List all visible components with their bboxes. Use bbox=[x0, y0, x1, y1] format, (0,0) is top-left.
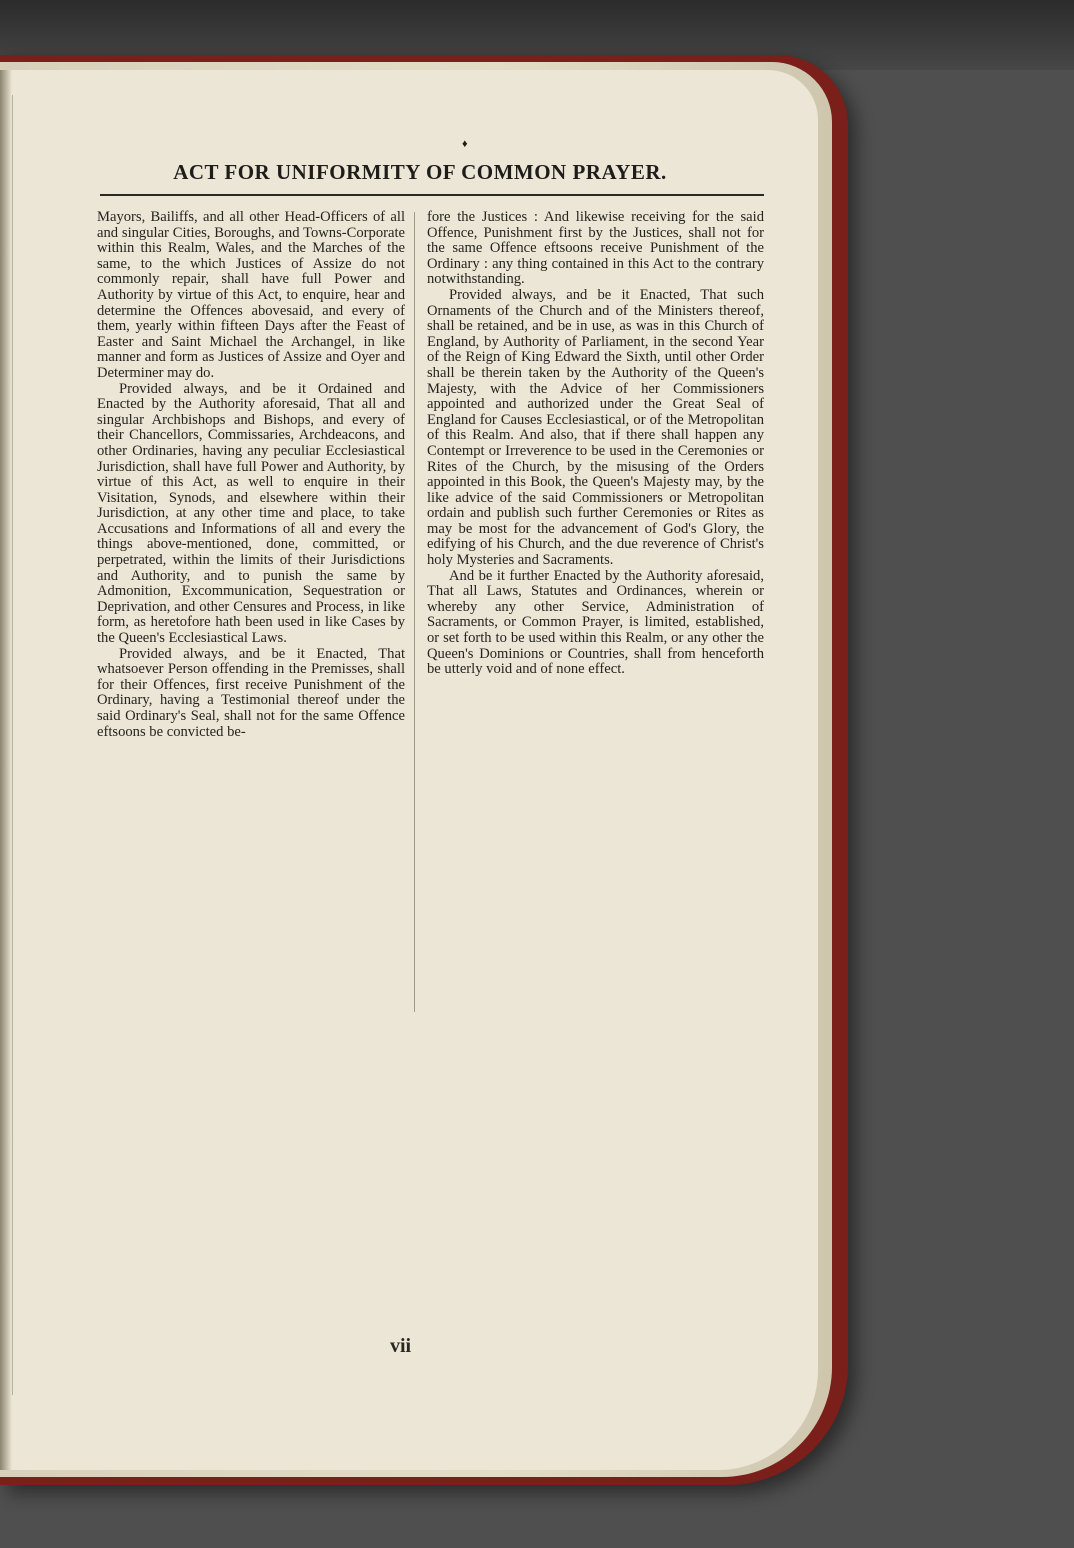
head-ornament: ♦ bbox=[462, 138, 468, 150]
gutter-rule bbox=[12, 95, 13, 1395]
left-paragraph-2: Provided always, and be it Ordained and Enacted by the Authority aforesaid, That all and singular Archbishops and Bishops, and every of their Chancellors, Commissaries, Archdeacons, and other Ordinaries, having any peculiar Ecclesiastical Jurisdiction, shall have full Power and Authority, by virtue of this Act, as well to enquire in their Visitation, Synods, and elsewhere within their Jurisdiction, at any other time and place, to take Accusations and Informations of all and every the things above-mentioned, done, committed, or perpetrated, within the limits of their Jurisdictions and Authority, and to punish the same by Admonition, Excommunication, Sequestration or Deprivation, and other Censures and Process, in like form, as heretofore hath been used in like Cases by the Queen's Ecclesiastical Laws. bbox=[97, 380, 405, 647]
left-paragraph-1: Mayors, Bailiffs, and all other Head-Officers of all and singular Cities, Boroughs, and Towns-Corporate within this Realm, Wales, and the Marches of the same, to the which Justices of Assize do not commonly repair, shall have full Power and Authority by virtue of this Act, to enquire, hear and determine the Offences abovesaid, and every of them, yearly within fifteen Days after the Feast of Easter and Saint Michael the Archangel, in like manner and form as Justices of Assize and Oyer and Determiner may do. bbox=[97, 209, 405, 381]
column-divider bbox=[414, 212, 415, 1012]
running-head: ACT FOR UNIFORMITY OF COMMON PRAYER. bbox=[173, 160, 667, 184]
right-paragraph-3: And be it further Enacted by the Authority aforesaid, That all Laws, Statutes and Ordinances, wherein or whereby any other Service, Administration of Sacraments, or Common Prayer, is limited, established, or set forth to be used within this Realm, or any other the Queen's Dominions or Countries, shall from henceforth be utterly void and of none effect. bbox=[427, 567, 764, 678]
left-column bbox=[97, 210, 405, 740]
head-rule bbox=[100, 194, 764, 196]
left-paragraph-3: Provided always, and be it Enacted, That whatsoever Person offending in the Premisses, shall for their Offences, first receive Punishment of the Ordinary, having a Testimonial thereof under the said Ordinary's Seal, shall not for the same Offence eftsoons be convicted be- bbox=[97, 645, 405, 740]
right-paragraph-2: Provided always, and be it Enacted, That such Ornaments of the Church and of the Ministers thereof, shall be retained, and be in use, as was in this Church of England, by Authority of Parliament, in the second Year of the Reign of King Edward the Sixth, until other Order shall be therein taken by the Authority of the Queen's Majesty, with the Advice of her Commissioners appointed and authorized under the Great Seal of England for Causes Ecclesiastical, or of the Metropolitan of this Realm. And also, that if there shall happen any Contempt or Irreverence to be used in the Ceremonies or Rites of the Church, by the misusing of the Orders appointed in this Book, the Queen's Majesty may, by the like advice of the said Commissioners or Metropolitan ordain and publish such further Ceremonies or Rites as may be most for the advancement of God's Glory, the edifying of his Church, and the due reverence of Christ's holy Mysteries and Sacraments. bbox=[427, 286, 764, 569]
right-paragraph-1: fore the Justices : And likewise receiving for the said Offence, Punishment first by the Justices, shall not for the same Offence eftsoons receive Punishment of the Ordinary : any thing contained in this Act to the contrary notwithstanding. bbox=[427, 209, 764, 288]
folio-number: vii bbox=[390, 1335, 412, 1357]
page-gutter bbox=[0, 70, 12, 1470]
book-page bbox=[0, 70, 818, 1470]
right-column bbox=[427, 210, 764, 678]
